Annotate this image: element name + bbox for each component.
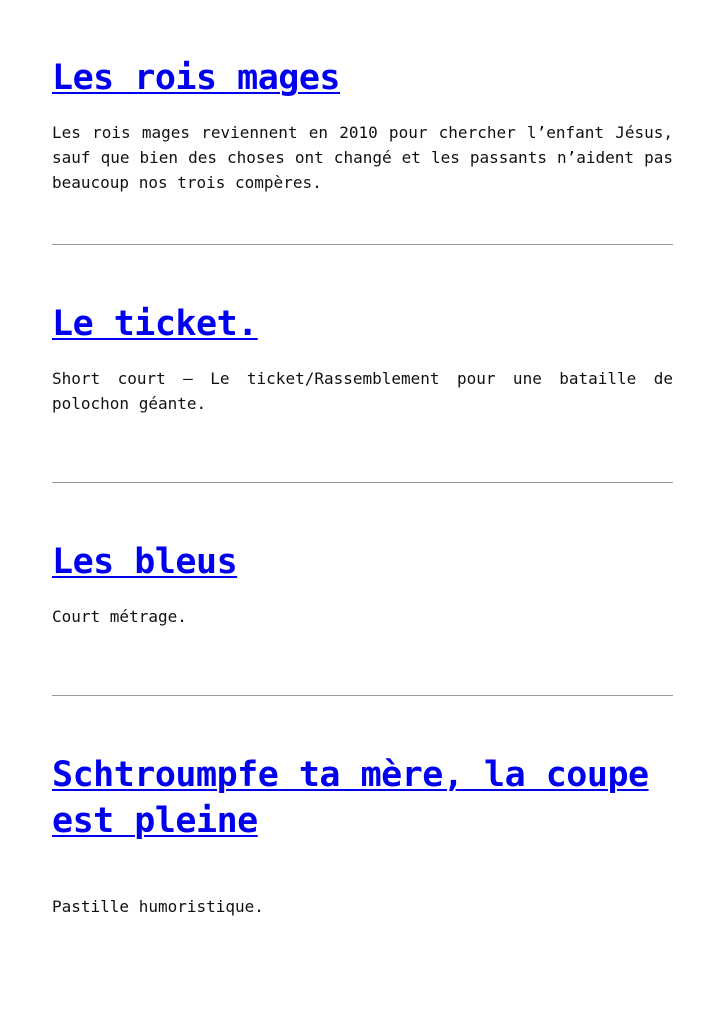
post-excerpt: Court métrage. <box>52 607 187 626</box>
post-divider <box>52 482 673 483</box>
post-divider <box>52 695 673 696</box>
post-item <box>52 301 673 416</box>
post-title <box>52 752 673 844</box>
post-item <box>52 539 673 629</box>
post-excerpt: Short court – Le ticket/Rassemblement pour une bataille de polochon géante. <box>52 369 673 413</box>
post-item <box>52 55 673 195</box>
post-excerpt: Les rois mages reviennent en 2010 pour chercher l’enfant Jésus, sauf que bien des choses ont changé et les passants n’aident pas beaucoup nos trois compères. <box>52 123 673 192</box>
post-title-link[interactable]: Les bleus <box>52 542 238 582</box>
post-item <box>52 752 673 919</box>
post-title <box>52 301 673 347</box>
post-title <box>52 539 673 585</box>
post-title-link[interactable]: Les rois mages <box>52 58 341 98</box>
post-title-link[interactable]: Schtroumpfe ta mère, la coupe est pleine <box>52 755 649 841</box>
post-title-link[interactable]: Le ticket. <box>52 304 258 344</box>
post-divider <box>52 244 673 245</box>
post-excerpt: Pastille humoristique. <box>52 897 264 916</box>
post-title <box>52 55 673 101</box>
